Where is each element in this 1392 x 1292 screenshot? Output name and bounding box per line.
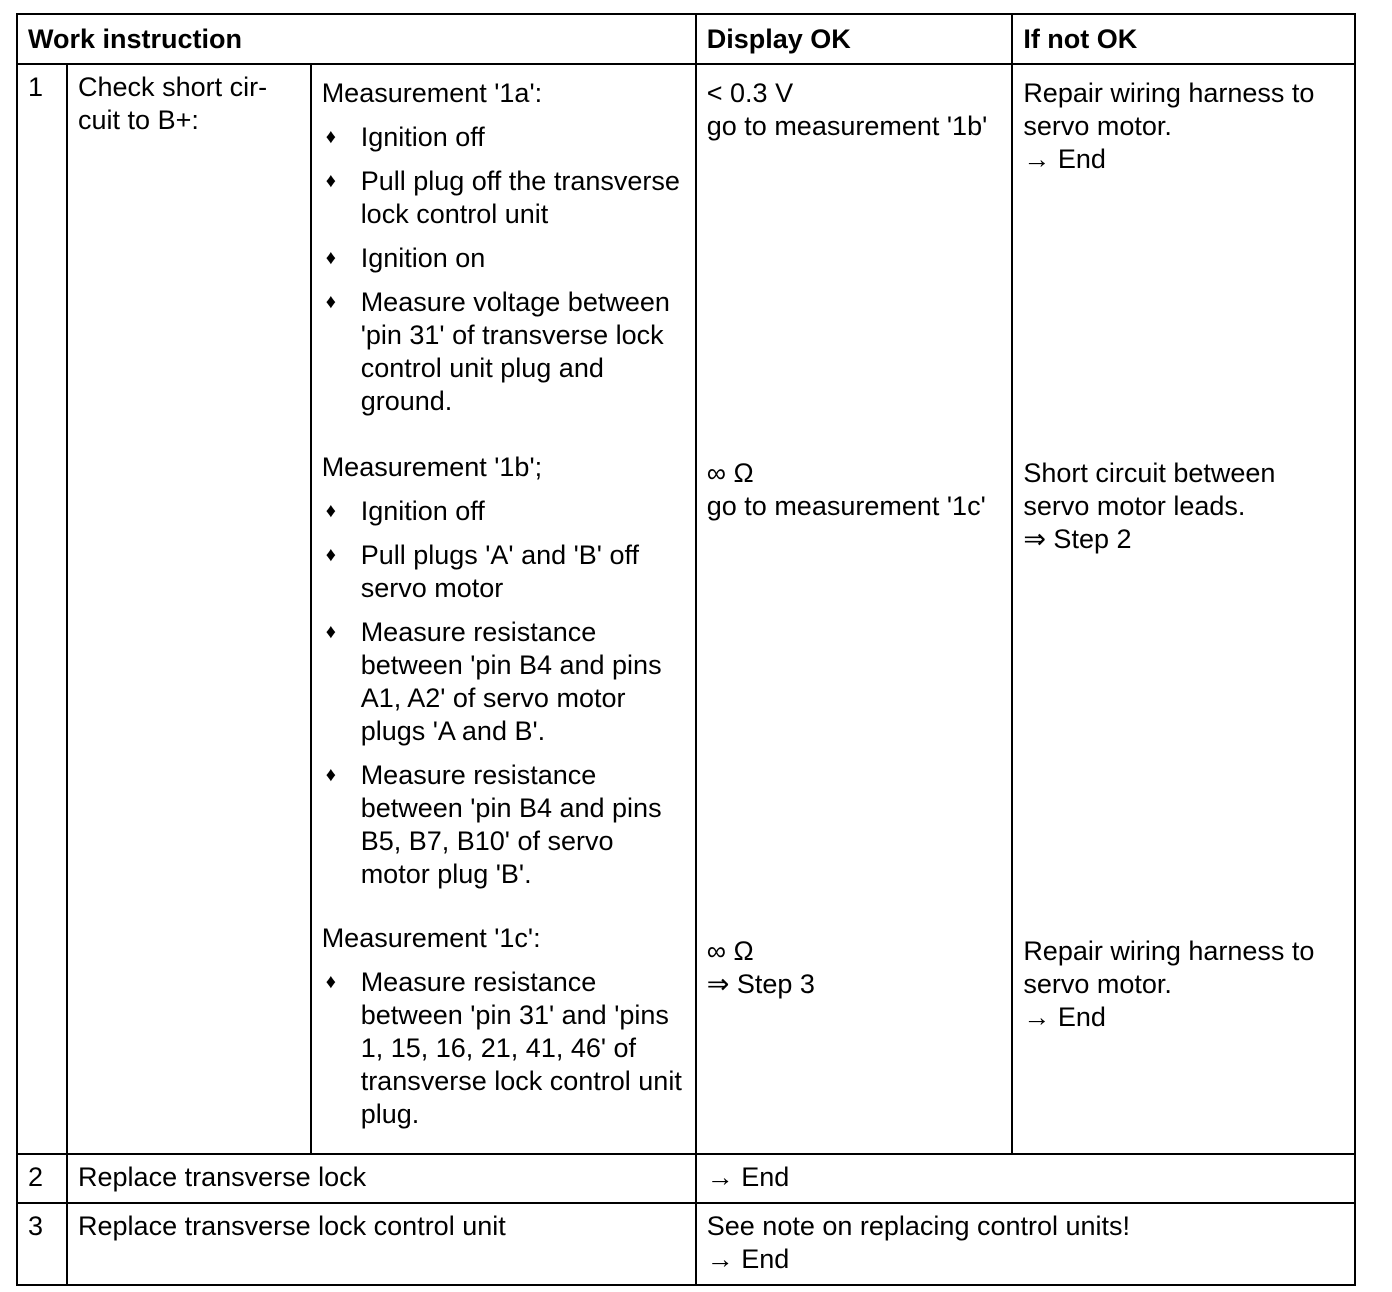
- list-item: ♦ Pull plugs 'A' and 'B' off servo motor: [325, 540, 639, 603]
- diamond-bullet-icon: ♦: [325, 971, 336, 993]
- work-instruction-table: [16, 13, 1356, 1286]
- step-number: 1: [17, 64, 67, 1154]
- measurement-1c: [322, 922, 685, 1131]
- list-item: ♦ Ignition off: [325, 122, 485, 152]
- if-not-ok-1a: Repair wiring harness to servo motor. → End: [1023, 78, 1315, 174]
- diamond-bullet-icon: ♦: [325, 126, 336, 148]
- if-not-ok-1b: Short circuit between servo motor leads. ⇒ Step 2: [1023, 458, 1276, 554]
- diamond-bullet-icon: ♦: [325, 764, 336, 786]
- header-work-instruction: Work instruction: [17, 14, 696, 64]
- display-value: ∞ Ω: [706, 936, 754, 966]
- table-row-step-1: [17, 64, 1355, 1154]
- display-ok-1b: [707, 457, 1002, 929]
- measurements-cell: [311, 64, 696, 1154]
- measurement-title: Measurement '1c':: [321, 923, 541, 953]
- step-result: → End: [696, 1154, 1355, 1203]
- measurement-title: Measurement '1a':: [321, 78, 543, 108]
- measurement-1b: [322, 451, 685, 914]
- list-item: ♦ Measure resistance between 'pin 31' and 'pins 1, 15, 16, 21, 41, 46' of transverse lock control unit plug.: [325, 967, 682, 1129]
- header-row: [17, 14, 1355, 64]
- bullet-list: [322, 966, 685, 1131]
- display-action: go to measurement '1b': [706, 111, 988, 141]
- display-ok-cell: [696, 64, 1013, 1154]
- diamond-bullet-icon: ♦: [325, 500, 336, 522]
- diamond-bullet-icon: ♦: [325, 621, 336, 643]
- measurement-title: Measurement '1b';: [321, 452, 543, 482]
- step-number: 2: [17, 1154, 67, 1203]
- bullet-list: [322, 495, 685, 891]
- table-row-step-3: [17, 1203, 1355, 1285]
- step-result: See note on replacing control units! → End: [696, 1203, 1355, 1285]
- diamond-bullet-icon: ♦: [325, 544, 336, 566]
- list-item: ♦ Ignition off: [325, 496, 485, 526]
- list-item: ♦ Ignition on: [325, 243, 486, 273]
- list-item: ♦ Measure resistance between 'pin B4 and pins A1, A2' of servo motor plugs 'A and B'.: [325, 617, 662, 746]
- diamond-bullet-icon: ♦: [325, 247, 336, 269]
- step-number: 3: [17, 1203, 67, 1285]
- list-item: ♦ Pull plug off the transverse lock control unit: [325, 166, 680, 229]
- step-title: Check short cir- cuit to B+:: [67, 64, 311, 1154]
- header-display-ok: Display OK: [696, 14, 1013, 64]
- display-action: ⇒ Step 3: [706, 969, 815, 999]
- diamond-bullet-icon: ♦: [325, 170, 336, 192]
- display-ok-1c: [707, 935, 1002, 1145]
- if-not-ok-1c: Repair wiring harness to servo motor. → End: [1023, 936, 1315, 1032]
- display-ok-1a: [707, 77, 1002, 451]
- header-if-not-ok: If not OK: [1012, 14, 1355, 64]
- if-not-ok-cell: [1012, 64, 1355, 1154]
- bullet-list: [322, 121, 685, 418]
- display-action: go to measurement '1c': [706, 491, 986, 521]
- diamond-bullet-icon: ♦: [325, 291, 336, 313]
- measurement-1a: [322, 77, 685, 443]
- display-value: ∞ Ω: [706, 458, 754, 488]
- step-instruction: Replace transverse lock: [67, 1154, 696, 1203]
- table-row-step-2: [17, 1154, 1355, 1203]
- step-instruction: Replace transverse lock control unit: [67, 1203, 696, 1285]
- list-item: ♦ Measure resistance between 'pin B4 and pins B5, B7, B10' of servo motor plug 'B'.: [325, 760, 662, 889]
- display-value: < 0.3 V: [706, 78, 794, 108]
- list-item: ♦ Measure voltage between 'pin 31' of transverse lock control unit plug and ground.: [325, 287, 670, 416]
